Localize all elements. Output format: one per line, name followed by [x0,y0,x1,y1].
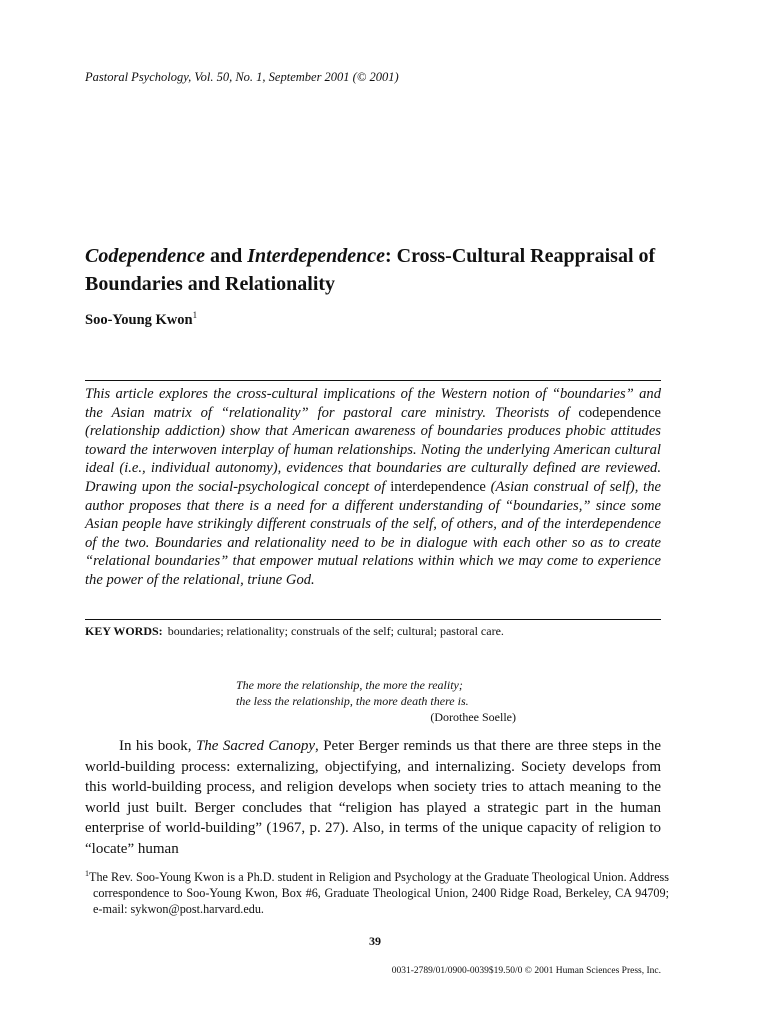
abstract-top-rule [85,380,661,381]
epigraph [236,677,516,725]
author-name [85,310,197,329]
title-and: and [204,245,248,267]
abstract [85,385,661,590]
page-number: 39 [369,934,381,948]
abstract-term-interdependence: interdependence [390,478,486,495]
abstract-segment: This article explores the cross-cultural implications of the Western notion of “boundaries” and the Asian matrix of “relationality” for pastoral care ministry. Theorists of [85,386,661,421]
abstract-segment: (Asian construal of self), the author proposes that there is a need for a different understanding of “boundaries,” since some Asian people have strikingly different construals of the self, of others, and of the interdependence of the two. Boundaries and relationality need to be in dialogue with each other so as to create “relational boundaries” that empower mutual relations within which we may come to experience the power of the relational, triune God. [85,478,661,588]
title-rest: : Cross-Cultural Reappraisal of Boundaries and Relationality [85,245,656,295]
body-segment: , Peter Berger reminds us that there are three steps in the world-building process: externalizing, objectifying, and internalizing. Society develops from this world-building process, and religion develops when society tries to attach meaning to the world just built. Berger concludes that “religion has played a strategic part in the human enterprise of world-building” (1967, p. 27). Also, in terms of the unique capacity of religion to “locate” human [85,738,662,857]
epigraph-source: (Dorothee Soelle) [430,710,516,724]
footnote-mark: 1 [85,869,89,878]
book-title: The Sacred Canopy [195,738,316,754]
copyright-line: 0031-2789/01/0900-0039$19.50/0 © 2001 Human Sciences Press, Inc. [391,966,661,976]
body-paragraph [85,736,661,859]
author-text: Soo-Young Kwon [85,311,193,328]
body-segment: In his book, [119,738,196,754]
keywords-text: boundaries; relationality; construals of the self; cultural; pastoral care. [167,624,504,638]
keywords-label: KEY WORDS: [85,624,163,638]
footnote [85,866,669,917]
footnote-text: The Rev. Soo-Young Kwon is a Ph.D. student in Religion and Psychology at the Graduate Theological Union. Address correspondence to Soo-Young Kwon, Box #6, Graduate Theological Union, 2400 Ridge Road, Berkeley, CA 94709; e-mail: sykwon@post.harvard.edu. [89,870,669,917]
title-interdependence: Interdependence [247,245,385,267]
epigraph-line: the less the relationship, the more death there is. [236,694,469,708]
abstract-term-codependence: codependence [578,404,661,421]
epigraph-line: The more the relationship, the more the reality; [236,678,463,692]
author-footnote-mark: 1 [192,310,198,320]
abstract-segment: (relationship addiction) show that American awareness of boundaries produces phobic attitudes toward the interwoven interplay of human relationships. Noting the underlying American cultural ideal (i.e., individual autonomy), evidences that boundaries are culturally defined are reviewed. Drawing upon the social-psychological concept of [85,423,661,495]
keywords [85,624,661,639]
title-codependence: Codependence [85,245,205,267]
abstract-bottom-rule [85,619,661,620]
journal-citation: Pastoral Psychology, Vol. 50, No. 1, September 2001 (© 2001) [85,70,399,84]
article-title [85,242,685,298]
